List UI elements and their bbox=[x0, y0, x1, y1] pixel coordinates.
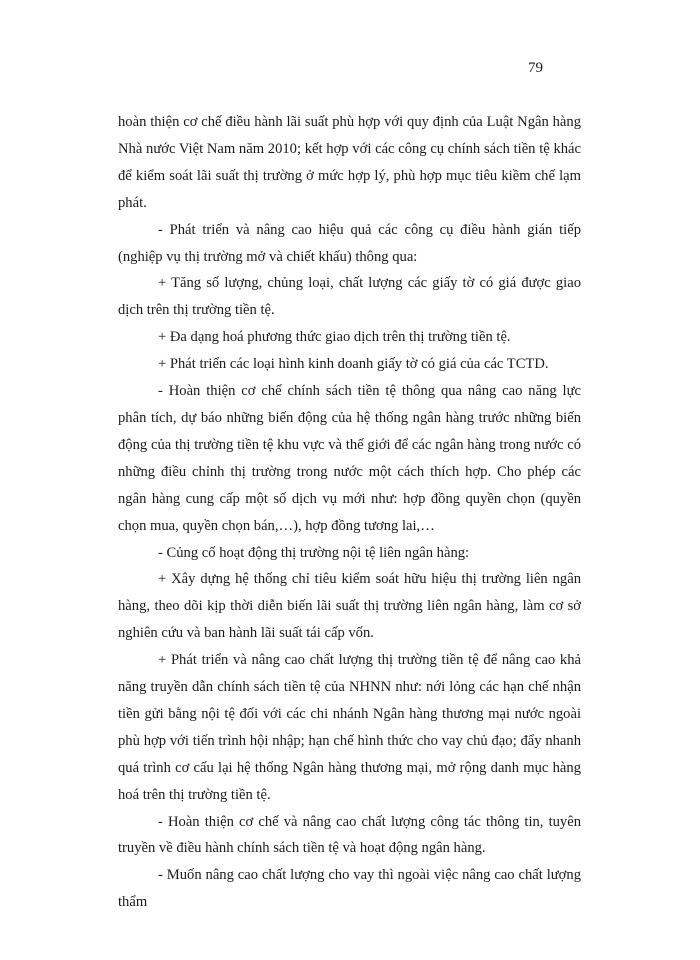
paragraph-10: - Hoàn thiện cơ chế và nâng cao chất lượng công tác thông tin, tuyên truyền về điều hành chính sách tiền tệ và hoạt động ngân hàng. bbox=[118, 813, 581, 857]
paragraph-9: + Phát triển và nâng cao chất lượng thị trường tiền tệ để nâng cao khả năng truyền dẫn chính sách tiền tệ của NHNN như: nới lỏng các hạn chế nhận tiền gửi bằng nội tệ đối với các chi nhánh Ngân hàng thương mại nước ngoài phù hợp với tiến trình hội nhập; hạn chế hình thức cho vay chủ đạo; đẩy nhanh quá trình cơ cấu lại hệ thống Ngân hàng thương mại, mở rộng danh mục hàng hoá trên thị trường tiền tệ. bbox=[118, 652, 581, 803]
paragraph-5: + Phát triển các loại hình kinh doanh giấy tờ có giá của các TCTD. bbox=[158, 356, 549, 373]
page-number: 79 bbox=[528, 60, 543, 76]
paragraph-3: + Tăng số lượng, chủng loại, chất lượng các giấy tờ có giá được giao dịch trên thị trường tiền tệ. bbox=[118, 275, 581, 319]
paragraph-7: - Củng cố hoạt động thị trường nội tệ liên ngân hàng: bbox=[158, 544, 470, 561]
body-text bbox=[118, 109, 581, 916]
paragraph-1: hoàn thiện cơ chế điều hành lãi suất phù hợp với quy định của Luật Ngân hàng Nhà nước Việt Nam năm 2010; kết hợp với các công cụ chính sách tiền tệ khác để kiểm soát lãi suất thị trường ở mức hợp lý, phù hợp mục tiêu kiềm chế lạm phát. bbox=[118, 114, 581, 211]
paragraph-6: - Hoàn thiện cơ chế chính sách tiền tệ thông qua nâng cao năng lực phân tích, dự báo những biến động của hệ thống ngân hàng trước những biến động của thị trường tiền tệ khu vực và thế giới để các ngân hàng trong nước có những điều chỉnh thị trường trong nước một cách thích hợp. Cho phép các ngân hàng cung cấp một số dịch vụ mới như: hợp đồng quyền chọn (quyền chọn mua, quyền chọn bán,…), hợp đồng tương lai,… bbox=[118, 383, 581, 534]
paragraph-8: + Xây dựng hệ thống chỉ tiêu kiểm soát hữu hiệu thị trường liên ngân hàng, theo dõi kịp thời diễn biến lãi suất thị trường liên ngân hàng, làm cơ sở nghiên cứu và ban hành lãi suất tái cấp vốn. bbox=[118, 571, 581, 642]
paragraph-4: + Đa dạng hoá phương thức giao dịch trên thị trường tiền tệ. bbox=[158, 329, 511, 346]
paragraph-11: - Muốn nâng cao chất lượng cho vay thì ngoài việc nâng cao chất lượng thẩm bbox=[118, 867, 581, 911]
paragraph-2: - Phát triển và nâng cao hiệu quả các công cụ điều hành gián tiếp (nghiệp vụ thị trường mở và chiết khấu) thông qua: bbox=[118, 221, 581, 265]
